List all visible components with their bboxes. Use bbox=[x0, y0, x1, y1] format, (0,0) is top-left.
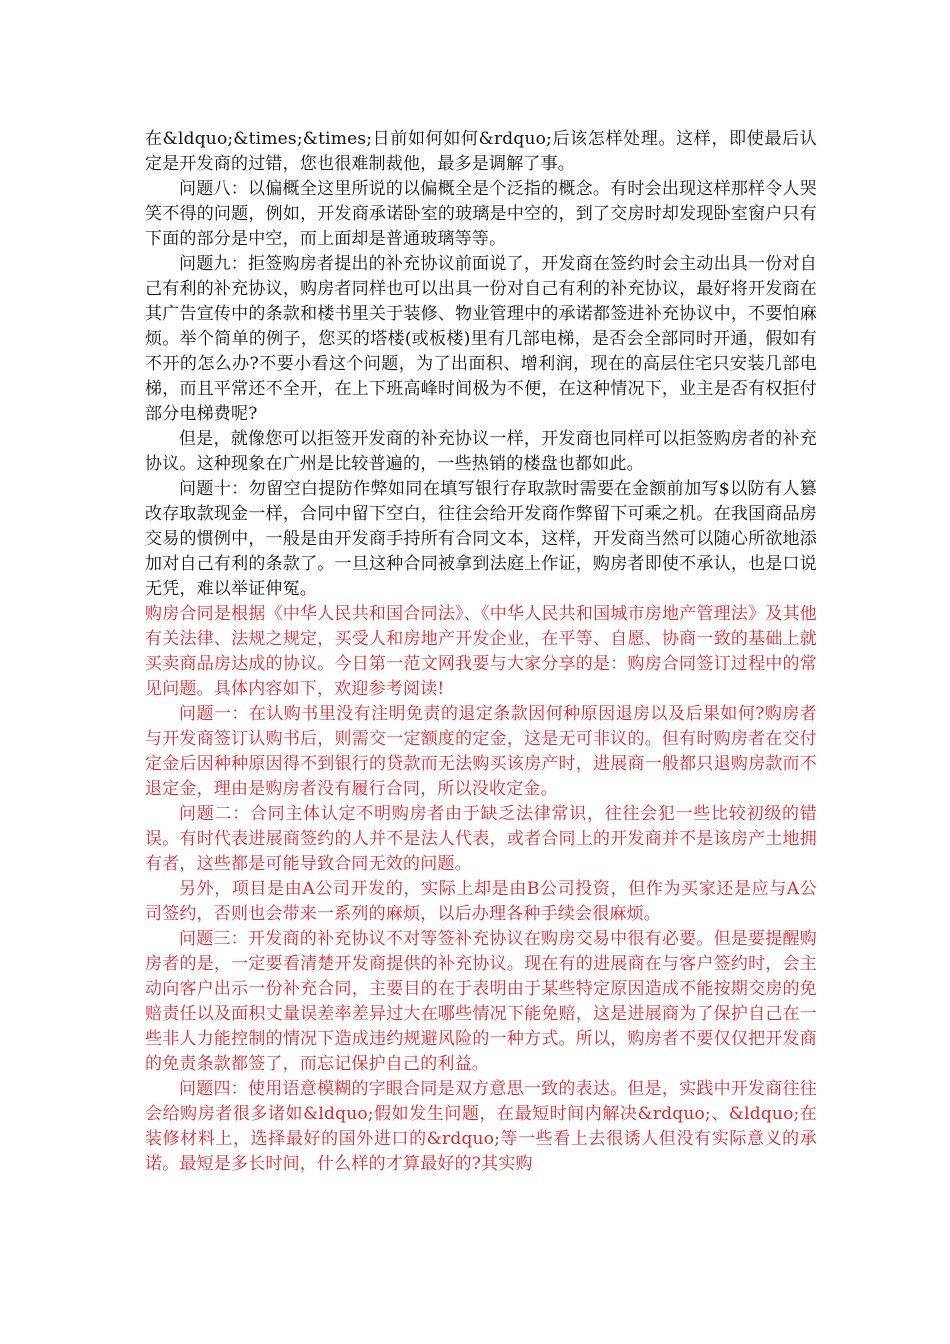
document-page bbox=[145, 127, 817, 1177]
paragraph-question-1: 问题一：在认购书里没有注明免责的退定条款因何种原因退房以及后果如何?购房者与开发商签订认购书后，则需交一定额度的定金，这是无可非议的。但有时购房者在交付定金后因种种原因得不到银行的贷款而无法购买该房产时，进展商一般都只退购房款而不退定金，理由是购房者没有履行合同，所以没收定金。 bbox=[145, 704, 817, 799]
paragraph-question-8: 问题八：以偏概全这里所说的以偏概全是个泛指的概念。有时会出现这样那样令人哭笑不得的问题，例如，开发商承诺卧室的玻璃是中空的，到了交房时却发现卧室窗户只有下面的部分是中空，而上面却是普通玻璃等等。 bbox=[145, 179, 817, 249]
paragraph-additionally: 另外，项目是由A公司开发的，实际上却是由B公司投资，但作为买家还是应与A公司签约，否则也会带来一系列的麻烦，以后办理各种手续会很麻烦。 bbox=[145, 879, 817, 924]
paragraph-question-10: 问题十：勿留空白提防作弊如同在填写银行存取款时需要在金额前加写$以防有人篡改存取款现金一样，合同中留下空白，往往会给开发商作弊留下可乘之机。在我国商品房交易的惯例中，一般是由开发商手持所有合同文本，这样，开发商当然可以随心所欲地添加对自己有利的条款了。一旦这种合同被拿到法庭上作证，购房者即使不承认，也是口说无凭，难以举证伸冤。 bbox=[145, 479, 817, 599]
paragraph-question-3: 问题三：开发商的补充协议不对等签补充协议在购房交易中很有必要。但是要提醒购房者的是，一定要看清楚开发商提供的补充协议。现在有的进展商在与客户签约时，会主动向客户出示一份补充合同，主要目的在于表明由于某些特定原因造成不能按期交房的免赔责任以及面积丈量误差率差异过大在哪些情况下能免赔，这是进展商为了保护自己在一些非人力能控制的情况下造成违约规避风险的一种方式。所以，购房者不要仅仅把开发商的免责条款都签了，而忘记保护自己的利益。 bbox=[145, 929, 817, 1074]
paragraph-however: 但是，就像您可以拒签开发商的补充协议一样，开发商也同样可以拒签购房者的补充协议。这种现象在广州是比较普遍的，一些热销的楼盘也都如此。 bbox=[145, 429, 817, 474]
paragraph-continuation: 在&ldquo;&times;&times;日前如何如何&rdquo;后该怎样处理。这样，即使最后认定是开发商的过错，您也很难制裁他，最多是调解了事。 bbox=[145, 129, 817, 174]
paragraph-question-2: 问题二：合同主体认定不明购房者由于缺乏法律常识，往往会犯一些比较初级的错误。有时代表进展商签约的人并不是法人代表，或者合同上的开发商并不是该房产土地拥有者，这些都是可能导致合同无效的问题。 bbox=[145, 804, 817, 874]
red-text-section bbox=[145, 602, 817, 1177]
paragraph-intro: 购房合同是根据《中华人民共和国合同法》、《中华人民共和国城市房地产管理法》及其他有关法律、法规之规定，买受人和房地产开发企业，在平等、自愿、协商一致的基础上就买卖商品房达成的协议。今日第一范文网我要与大家分享的是：购房合同签订过程中的常见问题。具体内容如下，欢迎参考阅读! bbox=[145, 604, 817, 699]
paragraph-question-4: 问题四：使用语意模糊的字眼合同是双方意思一致的表达。但是，实践中开发商往往会给购房者很多诸如&ldquo;假如发生问题，在最短时间内解决&rdquo;、&ldquo;在装修材料上，选择最好的国外进口的&rdquo;等一些看上去很诱人但没有实际意义的承诺。最短是多长时间，什么样的才算最好的?其实购 bbox=[145, 1079, 817, 1174]
black-text-section bbox=[145, 127, 817, 602]
paragraph-question-9: 问题九：拒签购房者提出的补充协议前面说了，开发商在签约时会主动出具一份对自己有利的补充协议，购房者同样也可以出具一份对自己有利的补充协议，最好将开发商在其广告宣传中的条款和楼书里关于装修、物业管理中的承诺都签进补充协议中，不要怕麻烦。举个简单的例子，您买的塔楼(或板楼)里有几部电梯，是否会全部同时开通，假如有不开的怎么办?不要小看这个问题，为了出面积、增利润，现在的高层住宅只安装几部电梯，而且平常还不全开，在上下班高峰时间极为不便，在这种情况下，业主是否有权拒付部分电梯费呢? bbox=[145, 254, 817, 424]
